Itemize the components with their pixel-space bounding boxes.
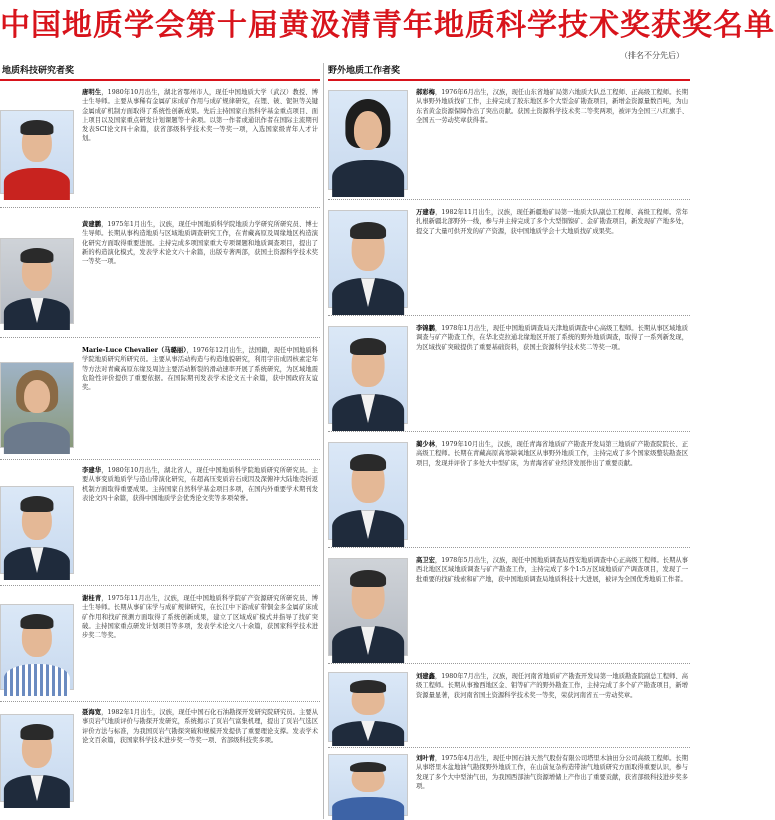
awardee-entry [328,750,690,819]
awardee-photo [0,238,74,324]
section-rule-right [328,79,690,81]
awardee-photo [0,604,74,690]
awardee-bio: ，1982年1月出生，汉族，现任中国石化石油勘探开发研究院研究员。主要从事页岩气地质评价与勘探开发研究，系统揭示了页岩气富集机理，提出了页岩气选区评价方法与标准，为我国页岩气勘探突破和规模开发提供了重要理论支撑。发表学术论文百余篇，获国家科学技术进步奖一等奖一项、省部级科技奖多项。 [82,709,318,744]
awardee-name: 蔺少林 [416,441,436,448]
awardee-name: 聂海宽 [82,709,102,716]
column-divider [323,63,324,819]
awardee-entry [328,320,690,432]
awardee-name: 刘叶青 [416,755,435,762]
awardee-name: 万建春 [416,209,436,216]
awardee-bio: ，1980年10月出生，湖北省人，现任中国地质科学院地质研究所研究员。主要从事变质地质学与造山带演化研究，在超高压变质岩石成因及深俯冲大陆地壳折返机制方面取得重要成果。主持国家自然科学基金项目多项，在国内外重要学术期刊发表论文四十余篇，获得中国地质学会优秀论文奖等多项荣誉。 [82,467,318,502]
awardee-bio: ，1980年7月出生，汉族，现任河南省地质矿产勘查开发局第一地质勘查院副总工程师、高级工程师。长期从事豫西地区金、钼等矿产的野外勘查工作，主持完成了多个矿产勘查项目，新增资源量显著，获河南省国土资源科学技术奖一等奖，荣获河南省五一劳动奖章。 [416,673,688,699]
section-heading-research: 地质科技研究者奖 [2,66,75,76]
section-rule-left [0,79,320,81]
awardee-bio: ，1978年5月出生，汉族，现任中国地质调查局西安地质调查中心正高级工程师。长期从事西北地区区域地质调查与矿产勘查工作，主持完成了多个1:5万区域地质矿产调查项目，发现了一批重要的找矿线索和矿产地，获中国地质调查局地质科技十大进展，被评为全国优秀地质工作者。 [416,557,688,583]
section-heading-field: 野外地质工作者奖 [328,66,401,76]
awardee-photo [328,558,408,656]
awardee-photo [328,442,408,540]
awardee-photo [0,486,74,574]
awardee-bio: ，1975年4月出生，现任中国石油天然气股份有限公司塔里木油田分公司高级工程师。长期从事塔里木盆地油气勘探野外地质工作，在山前复杂构造带油气地质研究方面取得重要认识，参与发现了多个大中型油气田，为我国西部油气资源增储上产作出了重要贡献，获省部级科技进步奖多项。 [416,755,688,790]
awardee-bio: ，1976年6月出生，汉族，现任山东省地矿局第六地质大队总工程师、正高级工程师。长期从事野外地质找矿工作，主持完成了胶东地区多个大型金矿勘查项目，新增金资源量数百吨，为山东省黄金资源保障作出了突出贡献。获国土资源科学技术奖二等奖两项，被评为全国三八红旗手、全国五一劳动奖章获得者。 [416,89,688,124]
awardee-photo [328,754,408,816]
awardee-photo [0,110,74,194]
awardee-bio: ，1976年12月出生，法国籍，现任中国地质科学院地质研究所研究员。主要从事活动构造与构造地貌研究，利用宇宙成因核素定年等方法对青藏高原东缘及周边主要活动断裂的滑动速率开展了系统研究，为区域地震危险性评价提供了重要依据。在国际期刊发表学术论文五十余篇，获中国政府友谊奖。 [82,347,318,392]
awardee-bio: ，1982年11月出生，汉族，现任新疆地矿局第一地质大队副总工程师、高级工程师。常年扎根新疆北部野外一线，参与并主持完成了多个大型铜镍矿、金矿勘查项目，新发现矿产地多处，提交了大量可供开发的矿产资源，获中国地质学会十大地质找矿成果奖。 [416,209,689,235]
awardee-entry [0,84,320,208]
awardee-photo [328,90,408,190]
awardee-entry [0,216,320,338]
awardee-name: 李建华 [82,467,102,474]
awardee-entry [328,84,690,200]
awardee-name: 唐明生 [82,89,102,96]
awardee-bio: ，1979年10月出生，汉族，现任青海省地质矿产勘查开发局第三地质矿产勘查院院长、正高级工程师。长期在青藏高原高寒缺氧地区从事野外地质工作，主持完成了多个国家级整装勘查区项目，发现并评价了多处大中型矿床，为青海省矿业经济发展作出了重要贡献。 [416,441,689,467]
awardee-entry [0,704,320,819]
page-title: 中国地质学会第十届黄汲清青年地质科学技术奖获奖名单 [0,8,775,43]
awardee-photo [328,672,408,742]
awardee-name: Marie-Luce Chevalier（马璐丽） [82,347,187,354]
awardee-name: 高卫宏 [416,557,435,564]
awardee-photo [328,210,408,308]
awardee-entry [328,668,690,748]
awardee-bio: ，1975年1月出生，汉族，现任中国地质科学院地质力学研究所研究员、博士生导师。长期从事构造地质与区域地质调查研究工作，在青藏高原及周缘地区构造演化研究方面取得重要进展。主持完成多项国家重大专项课题和地质调查项目，提出了新的构造演化模式，发表学术论文六十余篇，出版专著两部，获国土资源科学技术奖一等奖一项。 [82,221,318,266]
ranking-note: （排名不分先后） [620,51,684,60]
awardee-name: 郝彩梅 [416,89,435,96]
awardee-bio: ，1978年1月出生，现任中国地质调查局天津地质调查中心高级工程师。长期从事区域地质调查与矿产勘查工作，在华北克拉通北缘地区开展了系统的野外地质调查，取得了一系列新发现，为区域找矿突破提供了重要基础资料，获国土资源科学技术奖二等奖一项。 [416,325,688,351]
awardee-entry [0,462,320,586]
awardee-bio: ，1980年10月出生，湖北省鄂州市人，现任中国地质大学（武汉）教授、博士生导师。主要从事稀有金属矿床成矿作用与成矿规律研究，在锂、铍、铌钽等关键金属成矿机制方面取得了系统性创新成果。先后主持国家自然科学基金重点项目、面上项目以及国家重点研发计划课题等十余项。以第一作者或通讯作者在国际主流期刊发表SCI论文四十余篇，获省部级科学技术奖一等奖一项，入选国家级青年人才计划。 [82,89,318,143]
awardee-entry [328,204,690,316]
awardee-bio: ，1975年11月出生，汉族，现任中国地质科学院矿产资源研究所研究员、博士生导师。长期从事矿床学与成矿规律研究，在长江中下游成矿带铜金多金属矿床成矿作用和找矿预测方面取得了系统创新成果，建立了区域成矿模式并指导了找矿突破。主持国家重点研发计划项目等多项，发表学术论文八十余篇，获国家科学技术进步奖二等奖。 [82,595,318,640]
awardee-name: 李锦鹏 [416,325,435,332]
awardee-entry [328,436,690,548]
awardee-entry [328,552,690,664]
awardee-name: 刘建鑫 [416,673,435,680]
awardee-photo [0,714,74,802]
awardee-entry [0,342,320,460]
awardee-photo [0,362,74,448]
awardee-name: 黄建鹏 [82,221,102,228]
awardee-photo [328,326,408,424]
awardee-entry [0,590,320,702]
awardee-name: 谢桂青 [82,595,102,602]
